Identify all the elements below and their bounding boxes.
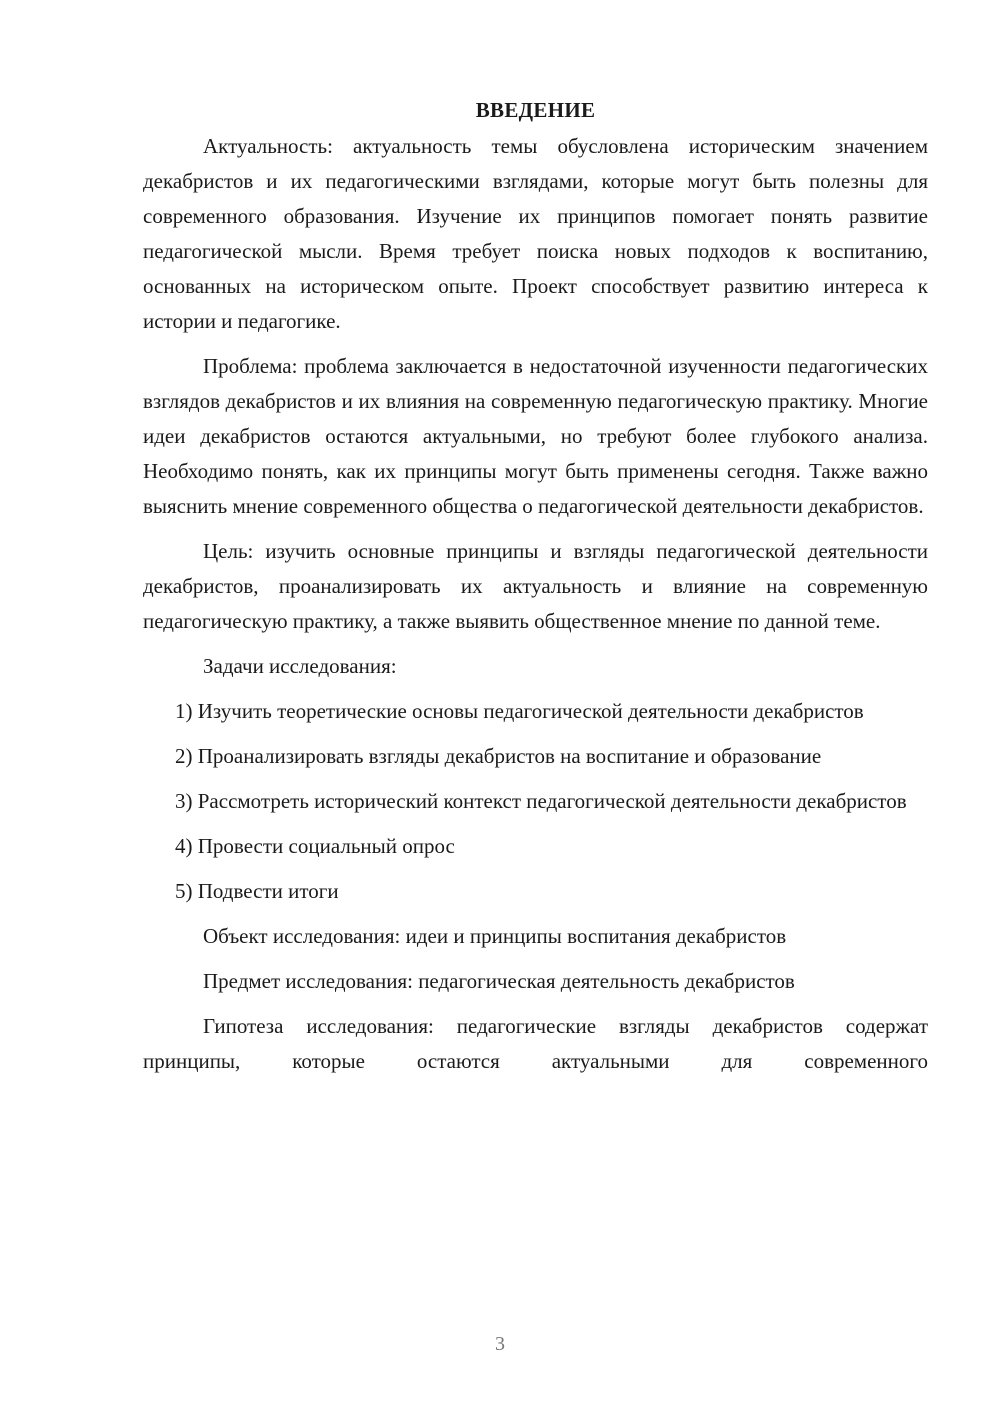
task-item-1: 1) Изучить теоретические основы педагогической деятельности декабристов (175, 699, 864, 723)
task-item-2: 2) Проанализировать взгляды декабристов на воспитание и образование (175, 744, 822, 768)
problem-paragraph: Проблема: проблема заключается в недостаточной изученности педагогических взглядов декабристов и их влияния на современную педагогическую практику. Многие идеи декабристов остаются актуальными, но требуют более глубокого анализа. Необходимо понять, как их принципы могут быть применены сегодня. Также важно выяснить мнение современного общества о педагогической деятельности декабристов. (143, 354, 928, 518)
hypothesis-paragraph: Гипотеза исследования: педагогические взгляды декабристов содержат принципы, которые остаются актуальными для современного (143, 1014, 928, 1073)
section-heading: ВВЕДЕНИЕ (475, 98, 596, 122)
page-number: 3 (495, 1333, 505, 1355)
tasks-title: Задачи исследования: (203, 654, 397, 678)
task-item-4: 4) Провести социальный опрос (175, 834, 455, 858)
relevance-paragraph: Актуальность: актуальность темы обусловлена историческим значением декабристов и их педагогическими взглядами, которые могут быть полезны для современного образования. Изучение их принципов помогает понять развитие педагогической мысли. Время требует поиска новых подходов к воспитанию, основанных на историческом опыте. Проект способствует развитию интереса к истории и педагогике. (143, 134, 928, 333)
goal-paragraph: Цель: изучить основные принципы и взгляды педагогической деятельности декабристов, проанализировать их актуальность и влияние на современную педагогическую практику, а также выявить общественное мнение по данной теме. (143, 539, 928, 633)
task-item-3: 3) Рассмотреть исторический контекст педагогической деятельности декабристов (175, 789, 907, 813)
task-item-5: 5) Подвести итоги (175, 879, 339, 903)
object-paragraph: Объект исследования: идеи и принципы воспитания декабристов (203, 924, 787, 948)
document-page (143, 93, 928, 1089)
subject-paragraph: Предмет исследования: педагогическая деятельность декабристов (203, 969, 795, 993)
